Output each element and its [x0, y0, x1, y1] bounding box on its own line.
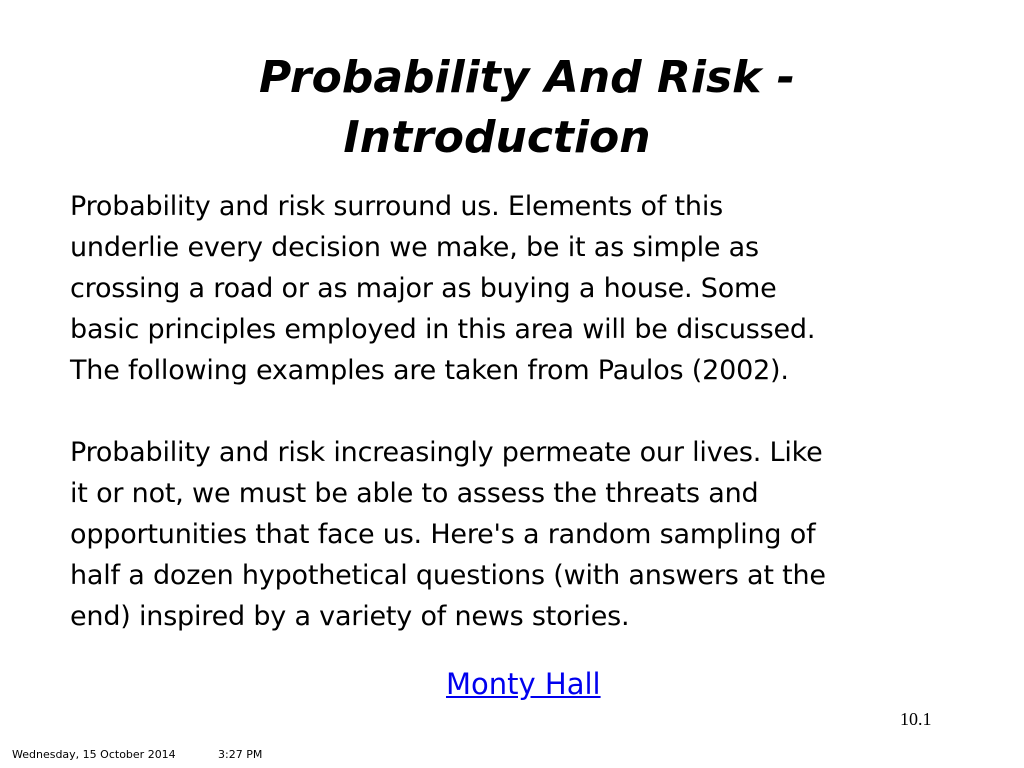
slide-body: [70, 186, 990, 637]
paragraph-2: [70, 432, 990, 637]
slide-title: [0, 48, 1024, 168]
footer-date: Wednesday, 15 October 2014: [12, 748, 176, 761]
paragraph-2-line: half a dozen hypothetical questions (with answers at the: [70, 560, 826, 591]
monty-hall-link[interactable]: Monty Hall: [446, 667, 601, 701]
slide-title-line-2: Introduction: [343, 112, 651, 163]
paragraph-2-line: opportunities that face us. Here's a random sampling of: [70, 519, 816, 550]
paragraph-1-line: crossing a road or as major as buying a house. Some: [70, 273, 777, 304]
paragraph-2-line: it or not, we must be able to assess the threats and: [70, 478, 759, 509]
footer-time: 3:27 PM: [218, 748, 263, 761]
paragraph-1-line: Probability and risk surround us. Elements of this: [70, 191, 724, 222]
paragraph-1-line: basic principles employed in this area will be discussed.: [70, 314, 816, 345]
paragraph-2-line: end) inspired by a variety of news stories.: [70, 601, 630, 632]
paragraph-2-line: Probability and risk increasingly permeate our lives. Like: [70, 437, 823, 468]
slide-title-line-1: Probability And Risk -: [259, 52, 795, 103]
slide-number: 10.1: [900, 709, 932, 729]
paragraph-1-line: The following examples are taken from Paulos (2002).: [70, 355, 789, 386]
paragraph-spacer: [70, 391, 990, 432]
paragraph-1: [70, 186, 990, 391]
paragraph-1-line: underlie every decision we make, be it as simple as: [70, 232, 759, 263]
